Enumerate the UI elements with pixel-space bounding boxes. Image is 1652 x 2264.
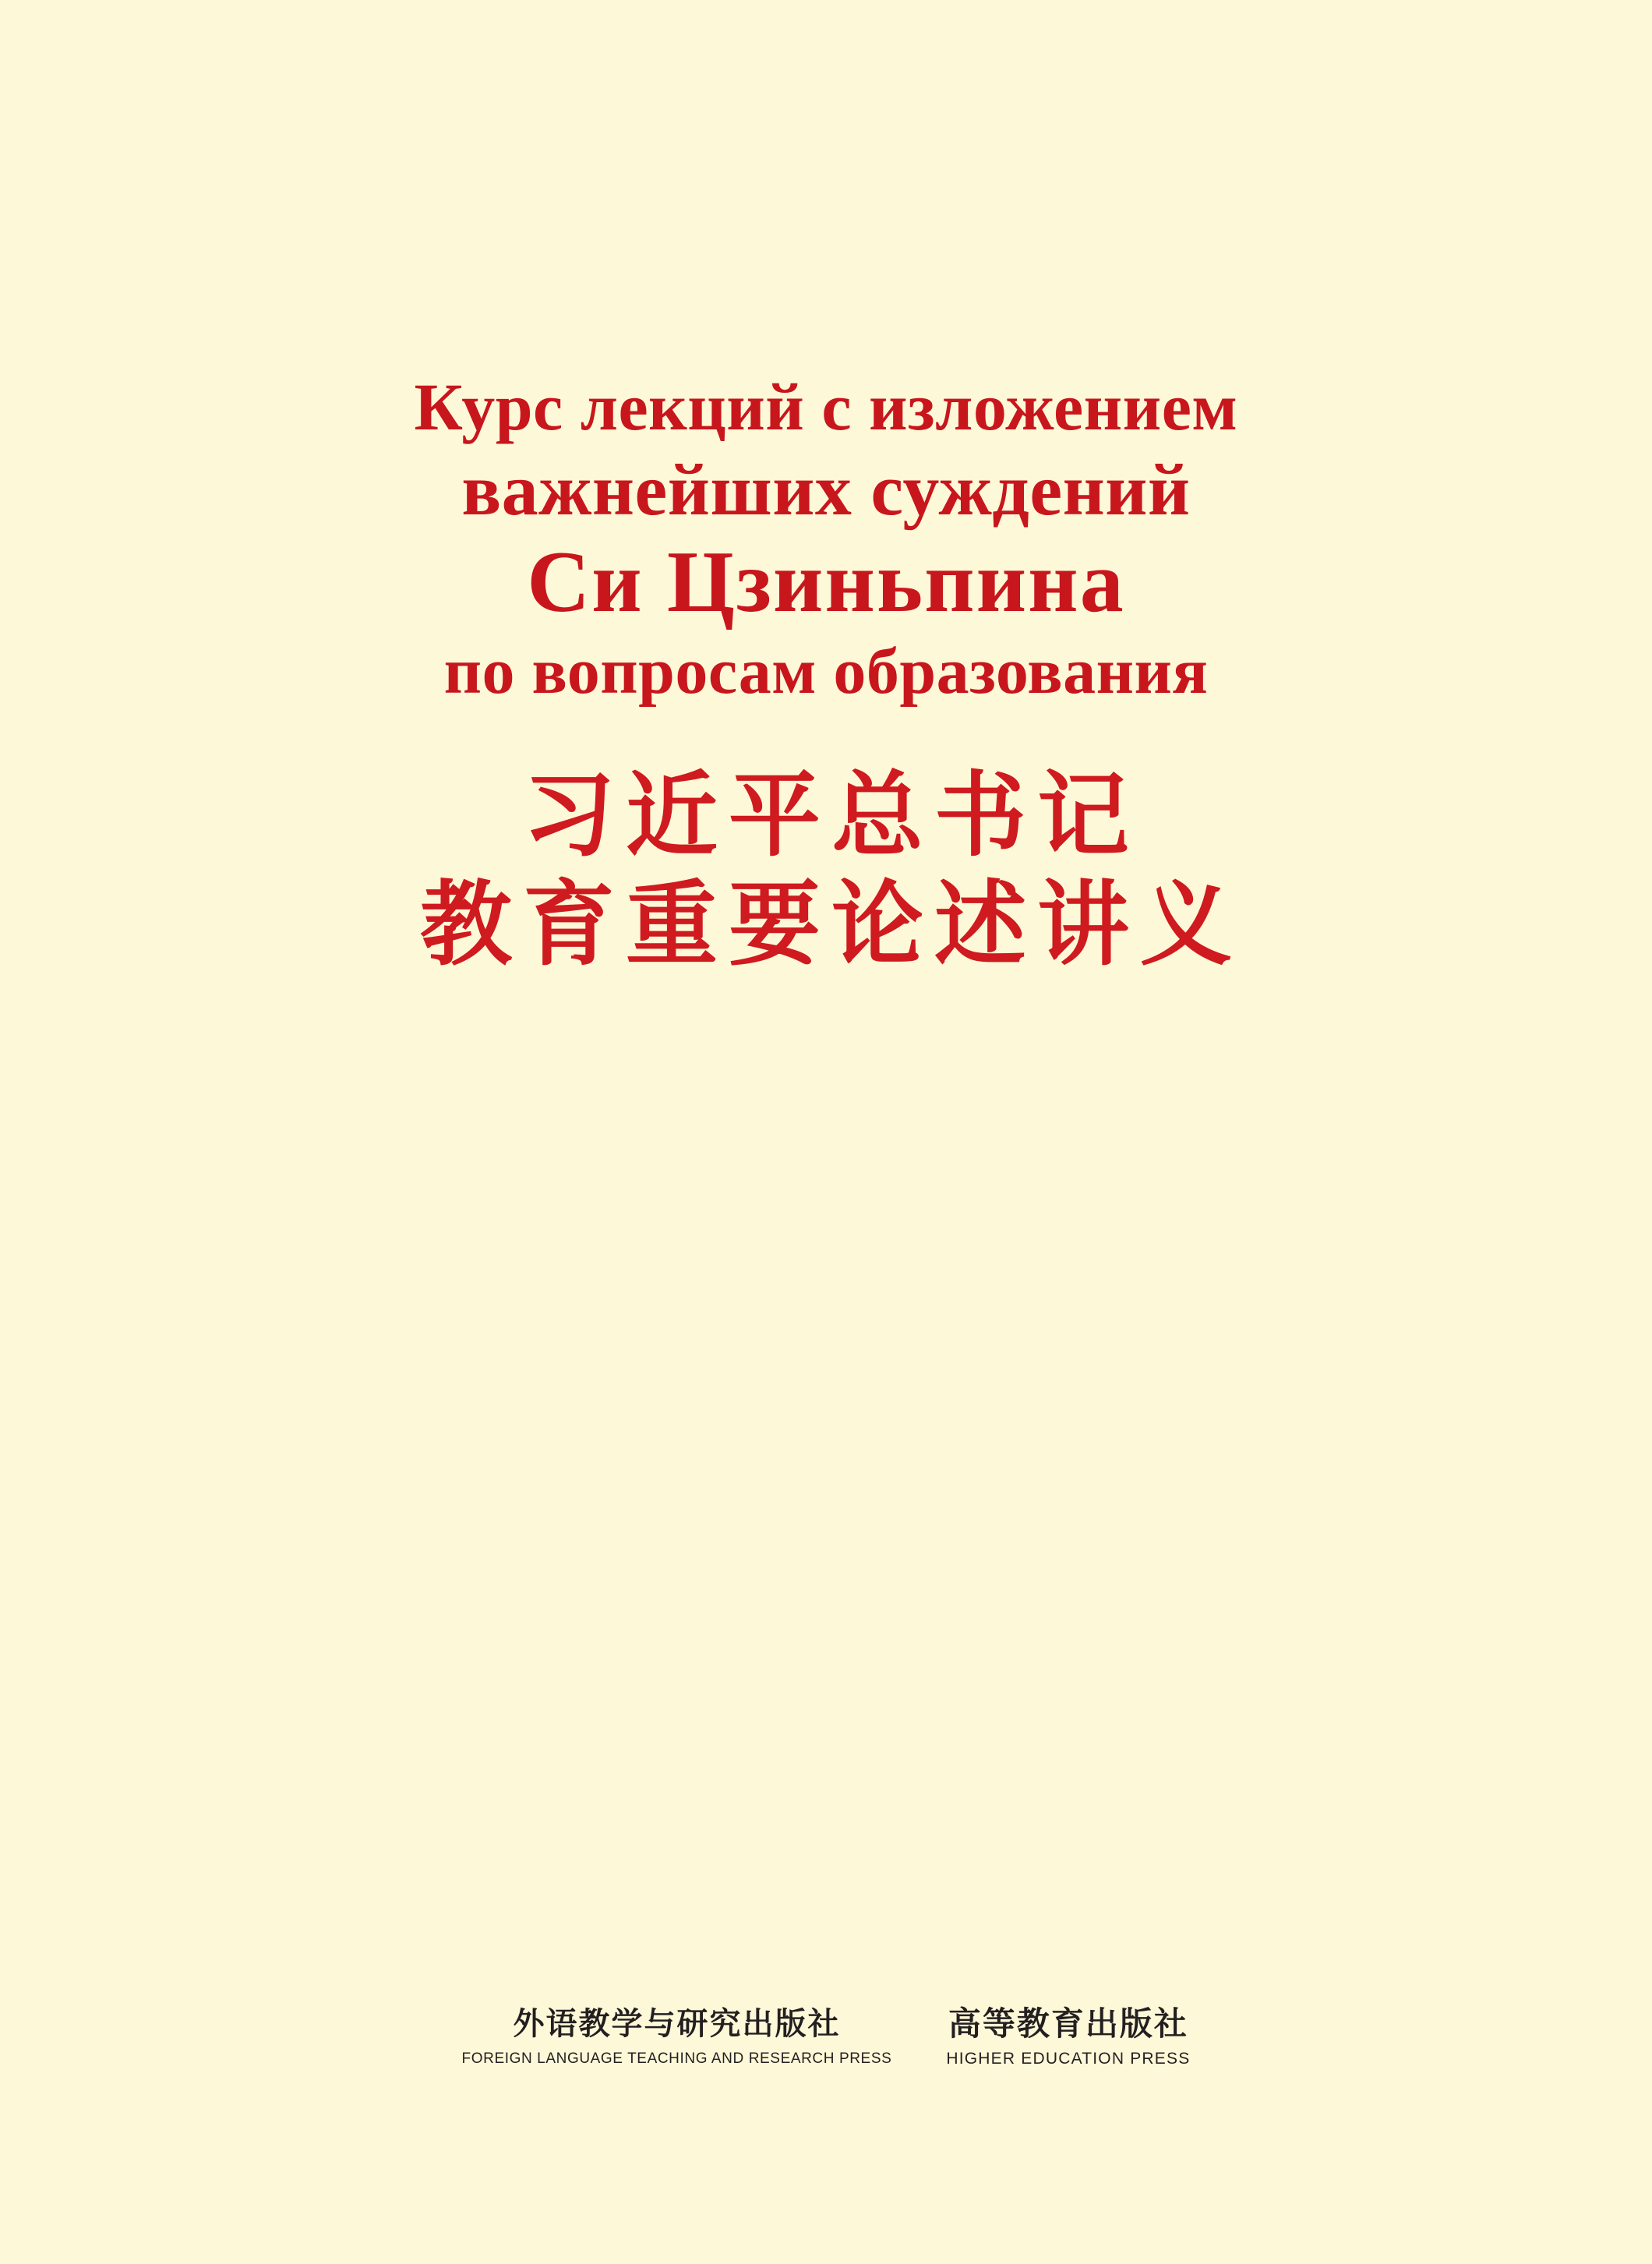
russian-title (0, 366, 1652, 712)
title-block (0, 366, 1652, 979)
publisher-footer (0, 2004, 1652, 2069)
russian-title-line-3: Си Цзиньпина (527, 534, 1125, 630)
publisher-fltrp (462, 2004, 892, 2069)
publisher-hep-name-cn: 高等教育出版社 (948, 2004, 1188, 2043)
publisher-fltrp-name-cn: 外语教学与研究出版社 (513, 2006, 841, 2042)
chinese-title-line-2: 教育重要论述讲义 (419, 871, 1243, 978)
publisher-hep-name-en: HIGHER EDUCATION PRESS (946, 2050, 1191, 2068)
publisher-fltrp-name-en: FOREIGN LANGUAGE TEACHING AND RESEARCH PRESS (461, 2050, 892, 2067)
russian-title-line-2: важнейших суждений (461, 450, 1191, 531)
chinese-title (0, 761, 1652, 979)
russian-title-line-1: Курс лекций с изложением (414, 369, 1238, 444)
publisher-hep (946, 2004, 1190, 2069)
russian-title-line-4: по вопросам образования (443, 635, 1209, 708)
chinese-title-line-1: 习近平总书记 (522, 761, 1140, 869)
